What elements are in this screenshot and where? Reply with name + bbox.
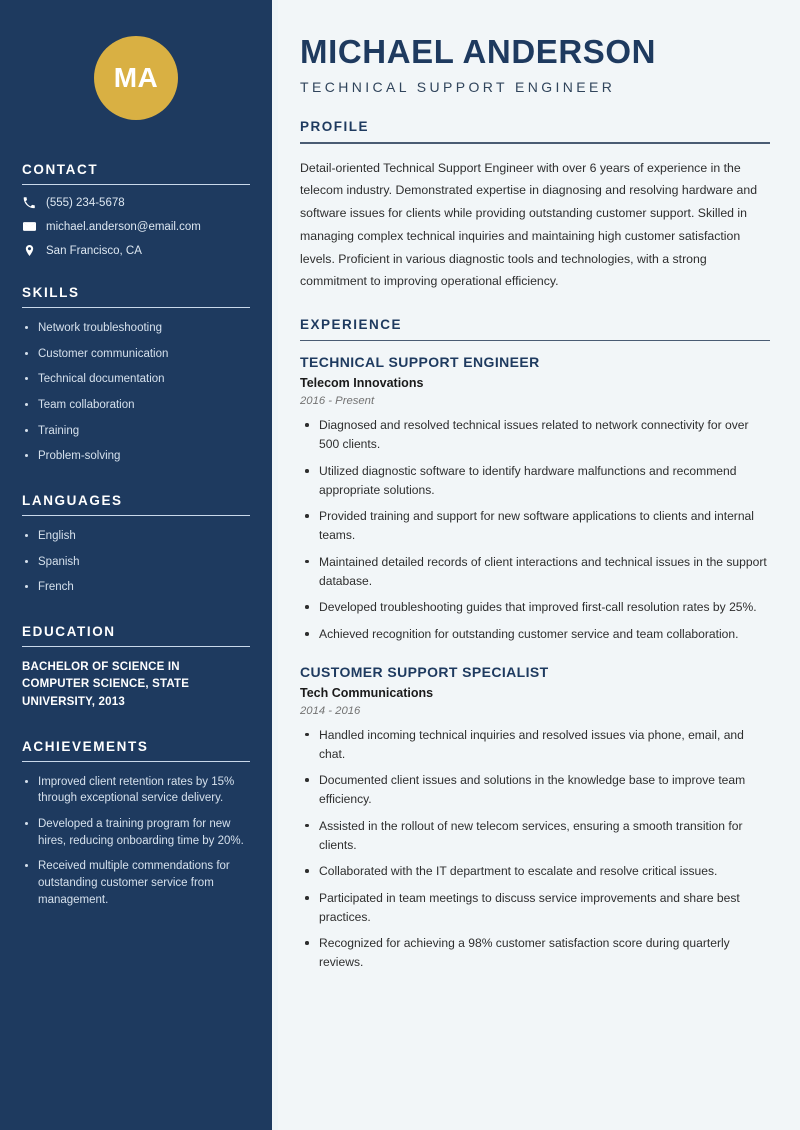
avatar: MA xyxy=(94,36,178,120)
contact-row-email xyxy=(22,220,250,233)
list-item: Team collaboration xyxy=(22,397,250,414)
list-item: Collaborated with the IT department to escalate and resolve critical issues. xyxy=(300,862,770,881)
languages-list xyxy=(22,528,250,596)
languages-heading: LANGUAGES xyxy=(22,493,123,509)
contact-row-phone xyxy=(22,197,250,209)
education-divider xyxy=(22,646,250,647)
list-item: Maintained detailed records of client interactions and technical issues in the support database. xyxy=(300,553,770,590)
skills-section xyxy=(22,285,250,465)
profile-heading: PROFILE xyxy=(300,119,370,135)
skills-heading: SKILLS xyxy=(22,285,80,300)
list-item: Problem-solving xyxy=(22,448,250,465)
list-item: Provided training and support for new software applications to clients and internal teams. xyxy=(300,507,770,544)
education-degree: BACHELOR OF SCIENCE IN COMPUTER SCIENCE, STATE UNIVERSITY, 2013 xyxy=(22,661,190,708)
list-item: Achieved recognition for outstanding customer service and team collaboration. xyxy=(300,625,770,644)
profile-section xyxy=(300,119,770,293)
languages-section xyxy=(22,493,250,596)
avatar-container xyxy=(22,0,250,120)
achievements-list xyxy=(22,774,250,909)
list-item: Training xyxy=(22,423,250,440)
job-subtitle: TECHNICAL SUPPORT ENGINEER xyxy=(300,79,616,96)
list-item: Received multiple commendations for outstanding customer service from management. xyxy=(22,858,250,908)
experience-dates: 2016 - Present xyxy=(300,395,375,408)
list-item: Developed troubleshooting guides that improved first-call resolution rates by 25%. xyxy=(300,598,770,617)
skills-divider xyxy=(22,307,250,308)
experience-job-title: CUSTOMER SUPPORT SPECIALIST xyxy=(300,663,549,680)
profile-text: Detail-oriented Technical Support Engineer with over 6 years of experience in the telecom industry. Demonstrated expertise in diagnosing and resolving hardware and software issues for clients while providing outstanding customer support. Skilled in managing complex technical inquiries and maintaining high customer satisfaction levels. Proficient in various diagnostic tools and technologies, with a strong commitment to improving operational efficiency. xyxy=(300,160,758,289)
skills-list xyxy=(22,320,250,465)
list-item: Handled incoming technical inquiries and resolved issues via phone, email, and chat. xyxy=(300,726,770,763)
languages-divider xyxy=(22,515,250,516)
experience-entry xyxy=(300,664,770,972)
list-item: Technical documentation xyxy=(22,371,250,388)
list-item: English xyxy=(22,528,250,545)
education-section xyxy=(22,624,250,711)
list-item: Spanish xyxy=(22,554,250,571)
sidebar xyxy=(0,0,272,1130)
list-item: Assisted in the rollout of new telecom services, ensuring a smooth transition for clients. xyxy=(300,817,770,854)
achievements-heading: ACHIEVEMENTS xyxy=(22,738,149,754)
list-item: Utilized diagnostic software to identify hardware malfunctions and recommend appropriate solutions. xyxy=(300,462,770,499)
map-pin-icon xyxy=(22,244,36,257)
list-item: Recognized for achieving a 98% customer satisfaction score during quarterly reviews. xyxy=(300,934,770,971)
achievements-section xyxy=(22,739,250,909)
list-item: Developed a training program for new hires, reducing onboarding time by 20%. xyxy=(22,816,250,849)
contact-heading: CONTACT xyxy=(22,162,99,177)
envelope-icon xyxy=(22,220,36,233)
list-item: Participated in team meetings to discuss service improvements and share best practices. xyxy=(300,889,770,926)
contact-divider xyxy=(22,184,250,185)
experience-dates: 2014 - 2016 xyxy=(300,704,361,717)
page-title: MICHAEL ANDERSON xyxy=(300,33,657,70)
experience-section xyxy=(300,317,770,972)
achievements-divider xyxy=(22,761,250,762)
experience-job-title: TECHNICAL SUPPORT ENGINEER xyxy=(300,354,540,371)
experience-company: Tech Communications xyxy=(300,685,434,700)
list-item: Improved client retention rates by 15% through exceptional service delivery. xyxy=(22,774,250,807)
list-item: French xyxy=(22,579,250,596)
phone-icon xyxy=(22,197,36,209)
contact-phone-value: (555) 234-5678 xyxy=(46,197,125,209)
contact-row-location xyxy=(22,244,250,257)
list-item: Network troubleshooting xyxy=(22,320,250,337)
contact-email-value: michael.anderson@email.com xyxy=(46,220,201,233)
contact-section xyxy=(22,162,250,257)
education-heading: EDUCATION xyxy=(22,624,116,640)
experience-divider xyxy=(300,340,770,341)
experience-heading: EXPERIENCE xyxy=(300,317,403,333)
experience-bullet-list xyxy=(300,416,770,643)
list-item: Customer communication xyxy=(22,346,250,363)
profile-divider xyxy=(300,142,770,143)
main-content xyxy=(278,0,800,1130)
contact-location-value: San Francisco, CA xyxy=(46,244,142,257)
list-item: Diagnosed and resolved technical issues related to network connectivity for over 500 clients. xyxy=(300,416,770,453)
experience-company: Telecom Innovations xyxy=(300,376,424,391)
list-item: Documented client issues and solutions in the knowledge base to improve team efficiency. xyxy=(300,771,770,808)
experience-bullet-list xyxy=(300,726,770,972)
experience-entry xyxy=(300,354,770,643)
